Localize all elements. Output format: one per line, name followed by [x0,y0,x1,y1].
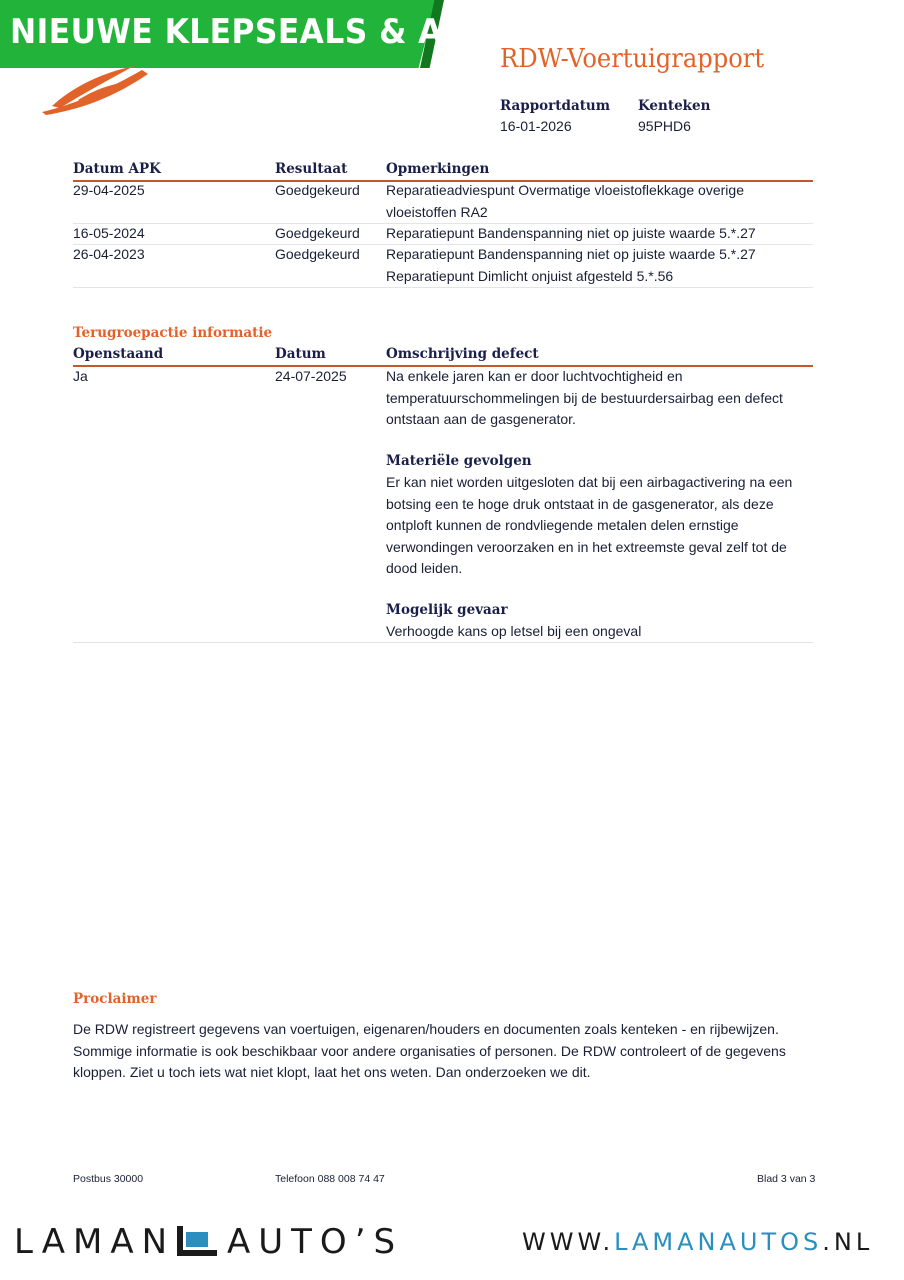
apk-row-resultaat: Goedgekeurd [275,225,360,241]
proclaimer-line: De RDW registreert gegevens van voertuigen, eigenaren/houders en documenten zoals kenteken - en rijbewijzen. [73,1021,779,1037]
gevolgen-line: botsing een te hoge druk ontstaat in de gasgenerator, als deze [386,495,774,512]
apk-row-opmerking: Reparatiepunt Bandenspanning niet op juiste waarde 5.*.27 [386,225,756,241]
recall-openstaand: Ja [73,368,88,384]
row-divider [73,287,813,288]
proclaimer-title: Proclaimer [73,991,157,1007]
apk-row-resultaat: Goedgekeurd [275,246,360,262]
url-prefix: WWW. [522,1228,615,1256]
apk-header-opmerkingen: Opmerkingen [386,161,490,177]
apk-row-opmerking: Reparatiepunt Dimlicht onjuist afgesteld 5.*.56 [386,267,674,284]
gevolgen-line: Er kan niet worden uitgesloten dat bij een airbagactivering na een [386,474,793,490]
footer-postbus: Postbus 30000 [73,1173,144,1185]
apk-header-datum: Datum APK [73,161,161,177]
recall-omschrijving-line: temperatuurschommelingen bij de bestuurdersairbag een defect [386,389,783,406]
apk-header-resultaat: Resultaat [275,161,348,177]
promo-banner-text: NIEUWE KLEPSEALS & APK [10,12,491,52]
recall-header-omschrijving: Omschrijving defect [386,346,539,362]
apk-row-datum: 29-04-2025 [73,182,145,198]
recall-header-datum: Datum [275,346,326,362]
gevaar-title: Mogelijk gevaar [386,602,508,618]
brand-name-right: AUTO’S [227,1222,404,1262]
laman-logo-icon [177,1225,217,1255]
recall-omschrijving-line: Na enkele jaren kan er door luchtvochtigheid en [386,368,683,384]
gevaar-text: Verhoogde kans op letsel bij een ongeval [386,623,642,639]
rapportdatum-label: Rapportdatum [500,98,611,114]
apk-row-datum: 26-04-2023 [73,246,145,262]
recall-datum: 24-07-2025 [275,368,347,384]
gevolgen-title: Materiële gevolgen [386,453,532,469]
row-divider [73,642,813,643]
apk-row-datum: 16-05-2024 [73,225,145,241]
rdw-logo-icon [38,60,158,116]
apk-row-opmerking: Reparatiepunt Bandenspanning niet op juiste waarde 5.*.27 [386,246,756,262]
recall-omschrijving-line: ontstaan aan de gasgenerator. [386,411,576,427]
gevolgen-line: ontploft kunnen de rondvliegende metalen delen ernstige [386,517,739,533]
kenteken-label: Kenteken [638,98,711,114]
gevolgen-line: dood leiden. [386,560,463,576]
dealer-url[interactable] [522,1228,873,1256]
recall-section-title: Terugroepactie informatie [73,325,273,341]
url-accent: LAMANAUTOS [614,1228,823,1256]
gevolgen-line: verwondingen veroorzaken en in het extreemste geval zelf tot de [386,538,787,555]
footer-blad: Blad 3 van 3 [757,1173,816,1185]
footer-telefoon: Telefoon 088 008 74 47 [275,1173,385,1185]
proclaimer-line: Sommige informatie is ook beschikbaar voor andere organisaties of personen. De RDW controleert of de gegevens [73,1042,786,1059]
recall-header-openstaand: Openstaand [73,346,164,362]
brand-name-left: LAMAN [14,1222,176,1262]
report-title: RDW-Voertuigrapport [500,44,765,74]
rapportdatum-value: 16-01-2026 [500,118,572,134]
dealer-brand [14,1222,403,1262]
url-suffix: .NL [822,1228,874,1256]
proclaimer-line: kloppen. Ziet u toch iets wat niet klopt, laat het ons weten. Dan onderzoeken we dit. [73,1064,591,1080]
kenteken-value: 95PHD6 [638,118,691,134]
apk-row-resultaat: Goedgekeurd [275,182,360,198]
apk-row-opmerking: Reparatieadviespunt Overmatige vloeistoflekkage overige [386,182,744,198]
apk-row-opmerking: vloeistoffen RA2 [386,203,488,220]
